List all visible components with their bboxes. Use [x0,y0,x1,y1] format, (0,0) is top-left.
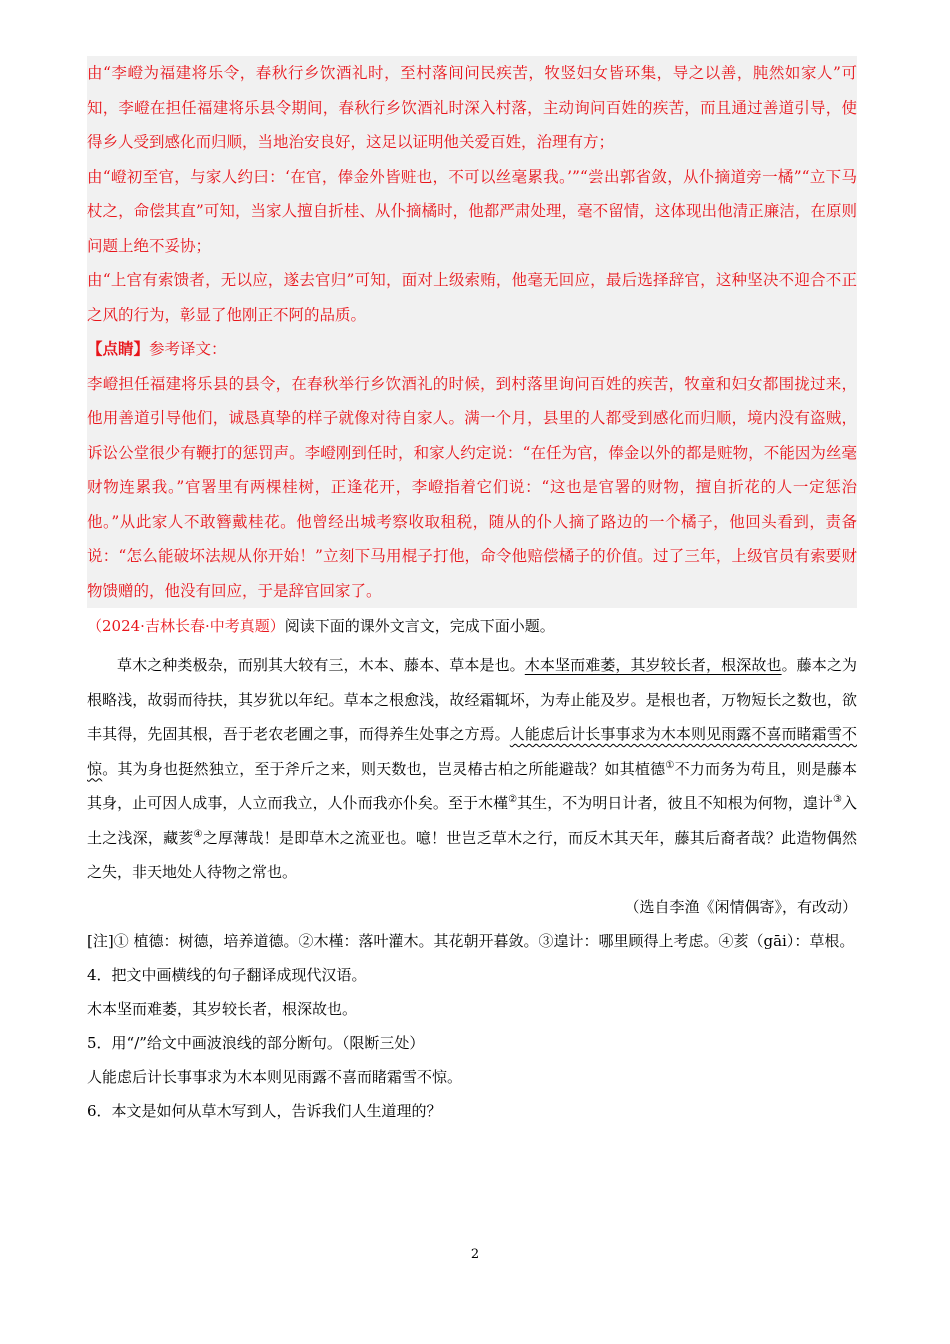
wavy-underlined-sentence: 人能虑后计长事事求为木本则见雨露不喜而睹霜雪不惊 [87,725,857,778]
underlined-sentence: 木本坚而难萎，其岁较长者，根深故也 [524,656,782,674]
answer-analysis-block [87,56,857,608]
annotations: [注]① 植德：树德，培养道德。②木槿：落叶灌木。其花朝开暮敛。③遑计：哪里顾得上考虑。④荄（gāi）：草根。 [87,931,855,950]
footnote-marker-4: ④ [193,828,203,840]
passage-text: 草木之种类极杂，而别其大较有三，木本、藤本、草本是也。 [117,656,525,674]
passage-text: 入土之浅深，藏荄 [87,794,858,847]
page-number: 2 [470,1247,480,1262]
passage-text: 其生，不为明日计者，彼且不知根为何物，遑计 [517,794,833,812]
tip-heading [87,332,857,367]
passage-paragraph [87,648,857,890]
document-page [87,56,857,1128]
question-4-content: 木本坚而难萎，其岁较长者，根深故也。 [87,999,358,1018]
source-intro: 阅读下面的课外文言文，完成下面小题。 [284,617,555,635]
question-5-label: 5．用“/”给文中画波浪线的部分断句。（限断三处） [87,1033,425,1052]
question-6-label: 6．本文是如何从草木写到人，告诉我们人生道理的？ [87,1101,442,1120]
passage-text: 之厚薄哉！是即草木之流亚也。噫！世岂乏草木之行，而反木其天年，藤其后裔者哉？此造物偶然之失，非天地处人待物之常也。 [87,828,857,881]
footnote-marker-2: ② [508,794,518,805]
translation-paragraph: 李嶝担任福建将乐县的县令，在春秋举行乡饮酒礼的时候，到村落里询问百姓的疾苦，牧童和妇女都围拢过来，他用善道引导他们，诚恳真挚的样子就像对待自家人。满一个月，县里的人都受到感化而归顺，境内没有盗贼，诉讼公堂很少有鞭打的惩罚声。李嶝刚到任时，和家人约定说：“在任为官，俸金以外的都是赃物，不能因为丝毫财物连累我。”官署里有两棵桂树，正逢花开，李嶝指着它们说：“这也是官署的财物，擅自折花的人一定惩治他。”从此家人不敢簪戴桂花。他曾经出城考察收取租税，随从的仆人摘了路边的一个橘子，他回头看到，责备说：“怎么能破坏法规从你开始！”立刻下马用棍子打他，命令他赔偿橘子的价值。过了三年，上级官员有索要财物馈赠的，他没有回应，于是辞官回家了。 [87,374,857,600]
analysis-paragraph-2: 由“嶝初至官，与家人约曰：‘在官，俸金外皆赃也，不可以丝毫累我。’”“尝出郭省敛，从仆摘道旁一橘”“立下马杖之，命偿其直”可知，当家人擅自折桂、从仆摘橘时，他都严肃处理，毫不留情，这体现出他清正廉洁，在原则问题上绝不妥协； [87,167,857,255]
source-tag: （2024·吉林长春·中考真题） [87,617,285,635]
passage-text: 。其为身也挺然独立，至于斧斤之来，则天数也，岂灵椿古柏之所能避哉？如其植德 [102,759,666,778]
analysis-paragraph-1: 由“李嶝为福建将乐令，春秋行乡饮酒礼时，至村落间问民疾苦，牧竖妇女皆环集，导之以善，肫然如家人”可知，李嶝在担任福建将乐县令期间，春秋行乡饮酒礼时深入村落，主动询问百姓的疾苦，而且通过善道引导，使得乡人受到感化而归顺，当地治安良好，这足以证明他关爱百姓，治理有方； [87,64,857,151]
analysis-paragraph-3: 由“上官有索馈者，无以应，遂去官归”可知，面对上级索贿，他毫无回应，最后选择辞官，这种坚决不迎合不正之风的行为，彰显了他刚正不阿的品质。 [87,271,857,324]
classical-passage [87,648,857,890]
question-4-label: 4．把文中画横线的句子翻译成现代汉语。 [87,965,367,984]
footnote-marker-3: ③ [832,794,842,805]
passage-text: 不力而务为苟且，则是藤本其身，止可因人成事，人立而我立，人仆而我亦仆矣。至于木槿 [87,759,857,812]
passage-text: 。藤本之为根略浅，故弱而待扶，其岁犹以年纪。草本之根愈浅，故经霜辄坏，为寿止能及岁。是根也者，万物短长之数也，欲丰其得，先固其根，吾于老农老圃之事，而得养生处事之方焉。 [87,656,857,743]
tip-label: 【点睛】 [87,339,150,358]
passage-source: （选自李渔《闲情偶寄》，有改动） [624,897,857,916]
question-source-line [87,610,857,642]
tip-title: 参考译文： [149,340,227,358]
question-5-content: 人能虑后计长事事求为木本则见雨露不喜而睹霜雪不惊。 [87,1067,463,1086]
footnote-marker-1: ① [665,759,675,771]
